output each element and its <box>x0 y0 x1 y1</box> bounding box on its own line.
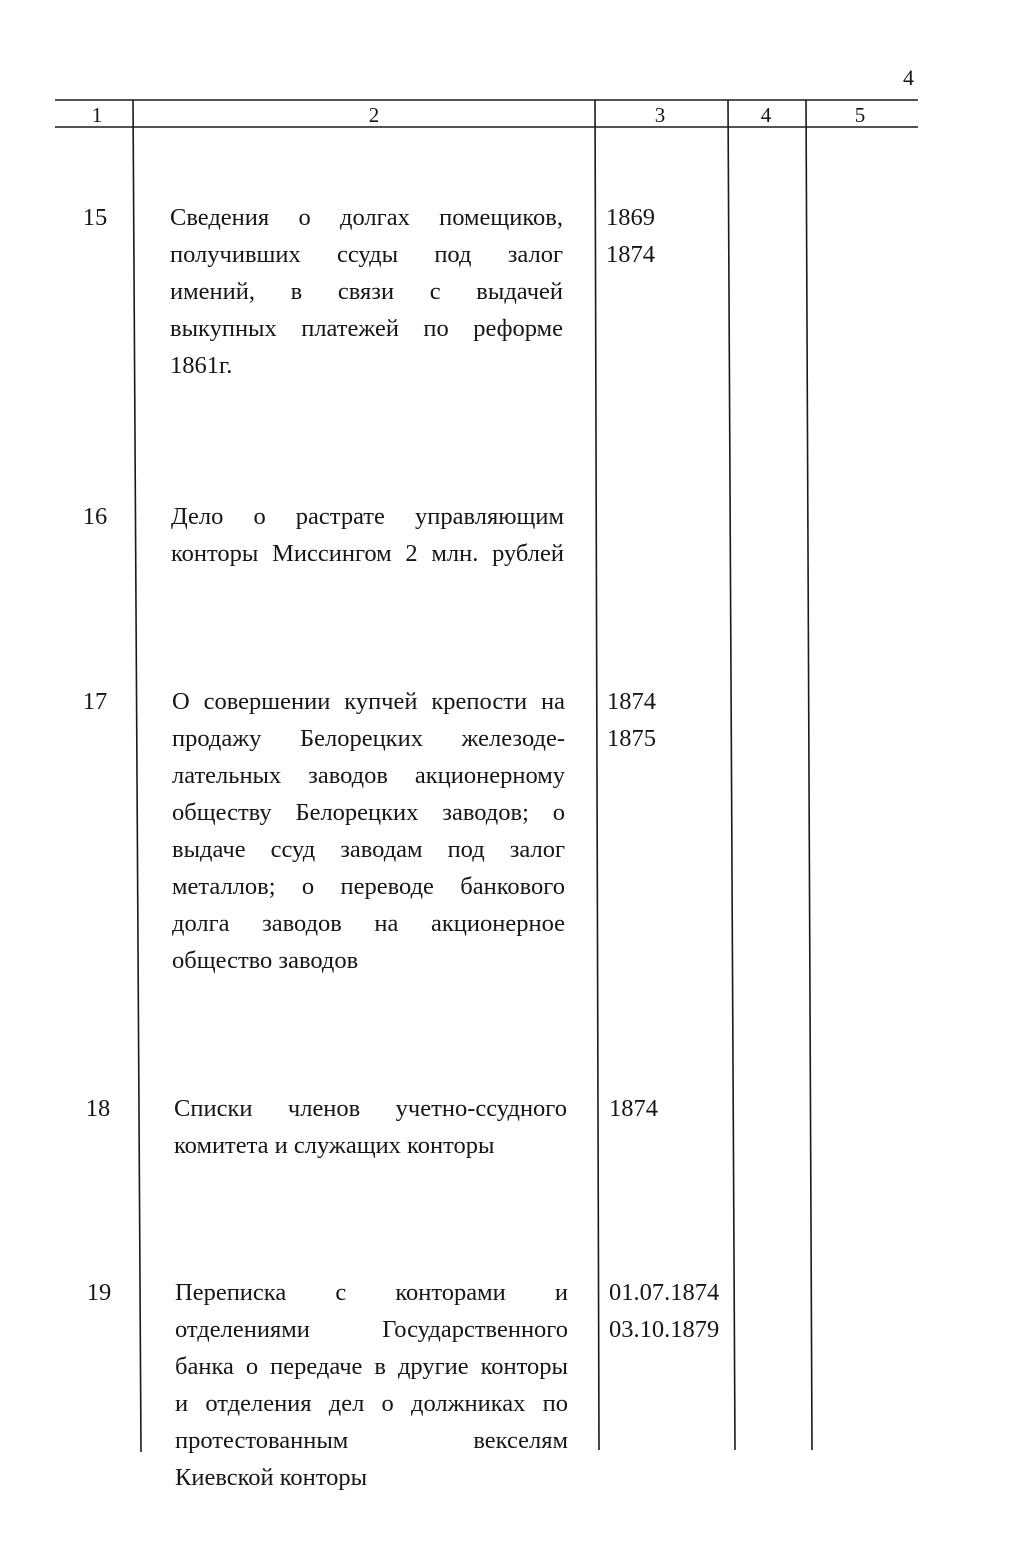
column-header-1: 1 <box>91 103 103 127</box>
row-dates <box>607 683 656 757</box>
row-number: 16 <box>82 503 108 530</box>
description-line: лательных заводов акционерному <box>172 762 565 789</box>
column-divider-2 <box>595 100 599 1450</box>
column-divider-3 <box>728 100 735 1450</box>
date-value: 1874 <box>607 688 656 715</box>
date-value: 1874 <box>609 1095 658 1122</box>
column-divider-4 <box>806 100 812 1450</box>
row-description <box>171 498 564 572</box>
row-dates <box>609 1090 658 1127</box>
description-line: долга заводов на акционерное <box>172 910 565 937</box>
description-line: общество заводов <box>172 947 359 974</box>
column-header-4: 4 <box>760 103 772 127</box>
description-line: Дело о растрате управляющим <box>171 503 564 530</box>
column-header-3: 3 <box>654 103 666 127</box>
description-line: конторы Миссингом 2 млн. рублей <box>171 540 564 567</box>
description-line: получивших ссуды под залог <box>170 241 563 268</box>
description-line: банка о передаче в другие конторы <box>175 1353 568 1380</box>
row-description <box>170 199 563 384</box>
date-value: 1869 <box>606 204 655 231</box>
description-line: комитета и служащих конторы <box>174 1132 495 1159</box>
row-dates <box>606 199 655 273</box>
date-value: 1874 <box>606 241 655 268</box>
description-line: О совершении купчей крепости на <box>172 688 565 715</box>
row-description <box>172 683 565 979</box>
date-value: 1875 <box>607 725 656 752</box>
description-line: и отделения дел о должниках по <box>175 1390 568 1417</box>
description-line: отделениями Государственного <box>175 1316 568 1343</box>
description-line: Киевской конторы <box>175 1464 368 1491</box>
row-dates <box>609 1274 719 1348</box>
description-line: выдаче ссуд заводам под залог <box>172 836 565 863</box>
column-header-5: 5 <box>854 103 866 127</box>
page-number: 4 <box>903 65 914 90</box>
column-divider-1 <box>133 100 141 1452</box>
description-line: металлов; о переводе банкового <box>172 873 565 900</box>
description-line: выкупных платежей по реформе <box>170 315 563 342</box>
row-number: 18 <box>85 1095 111 1122</box>
date-value: 01.07.1874 <box>609 1279 720 1306</box>
description-line: продажу Белорецких железоде- <box>172 725 565 752</box>
row-number: 19 <box>86 1279 112 1306</box>
description-line: 1861г. <box>170 352 233 379</box>
description-line: Списки членов учетно-ссудного <box>174 1095 567 1122</box>
row-description <box>174 1090 567 1164</box>
row-number: 17 <box>82 688 108 715</box>
description-line: обществу Белорецких заводов; о <box>172 799 565 826</box>
date-value: 03.10.1879 <box>609 1316 720 1343</box>
description-line: Переписка с конторами и <box>175 1279 568 1306</box>
row-description <box>175 1274 568 1496</box>
description-line: Сведения о долгах помещиков, <box>170 204 563 231</box>
description-line: протестованным векселям <box>175 1427 568 1454</box>
row-number: 15 <box>82 204 108 231</box>
column-header-2: 2 <box>368 103 380 127</box>
description-line: имений, в связи с выдачей <box>170 278 563 305</box>
